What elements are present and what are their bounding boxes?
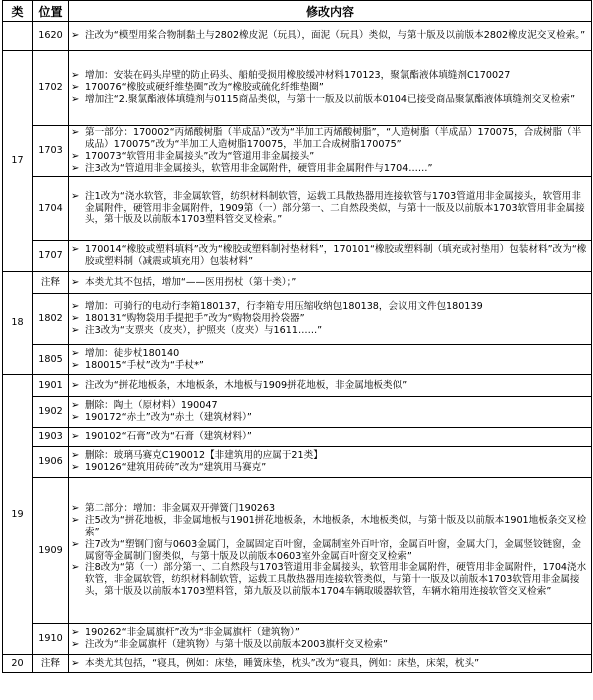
arrow-bullet-icon: ➢ [71,515,80,527]
table-row [3,272,592,294]
table-row [3,375,592,397]
content-line [71,70,588,82]
arrow-bullet-icon: ➢ [71,462,80,473]
content-text: 注3改为“管道用非金属接头，软管用非金属附件，硬管用非金属附件与1704……” [85,162,433,174]
position-cell: 1902 [33,397,69,428]
position-cell: 1702 [33,51,69,126]
content-line [71,639,588,651]
arrow-bullet-icon: ➢ [71,359,80,371]
arrow-bullet-icon: ➢ [71,162,80,174]
content-cell [69,294,592,345]
content-text: 注改为“拼花地板条，木地板条，木地板与1909拼花地板，非金属地板类似” [85,379,408,391]
position-cell: 注释 [33,655,69,673]
content-text: 增加：可骑行的电动行李箱180137，行李箱专用压缩收纳包180138，会议用文件包180139 [85,301,483,313]
content-line [71,301,588,313]
content-line [71,191,588,226]
arrow-bullet-icon: ➢ [71,244,80,256]
content-line [71,325,588,337]
content-cell [69,624,592,655]
content-cell [69,241,592,272]
position-cell: 1620 [33,22,69,51]
content-text: 190172“赤土”改为“赤土（建筑材料）” [85,412,252,423]
position-cell: 1903 [33,428,69,447]
arrow-bullet-icon: ➢ [71,313,80,325]
content-cell [69,655,592,673]
content-text: 第一部分：170002“丙烯酸树脂（半成品）”改为“半加工丙烯酸树脂”，“人造树脂（半成品）170075，合成树脂（半成品）170075”改为“半加工人造树脂170075，半加工合成树脂170075” [85,127,582,151]
content-text: 增加：徒步杖180140 [85,347,180,359]
arrow-bullet-icon: ➢ [71,93,80,105]
table-body [3,22,592,673]
content-line [71,151,588,163]
header-position: 位置 [33,1,69,22]
position-cell: 1703 [33,126,69,177]
arrow-bullet-icon: ➢ [71,301,80,313]
revision-table [2,0,592,673]
content-text: 170014“橡胶或塑料填料”改为“橡胶或塑料制衬垫材料”，170101“橡胶或塑料制（填充或衬垫用）包装材料”改为“橡胶或塑料制（减震或填充用）包装材料” [85,244,587,267]
position-cell: 1901 [33,375,69,397]
content-cell [69,428,592,447]
arrow-bullet-icon: ➢ [71,562,80,574]
content-cell [69,126,592,177]
content-cell [69,22,592,51]
content-line [71,30,588,42]
table-row [3,294,592,345]
content-text: 注改为“非金属旗杆（建筑物）与第十版及以前版本2003旗杆交叉检索” [85,639,388,650]
category-cell: 20 [3,655,33,673]
content-line [71,503,588,515]
content-text: 注7改为“塑钢门窗与0603金属门，金属固定百叶窗，金属制室外百叶帘，金属百叶窗，金属大门，金属竖铰链窗，金属窗等金属制门窗类似，与第十版及以前版本0603室外金属百叶窗交叉检索” [85,538,581,562]
content-text: 增加注“2.聚氯酯液体填缝剂与0115商品类似，与第十一版及以前版本0104已接受商品聚氯酯液体填缝剂交叉检索” [85,93,576,105]
table-row [3,397,592,428]
content-cell [69,345,592,375]
position-cell: 1906 [33,447,69,478]
arrow-bullet-icon: ➢ [71,657,80,669]
content-line [71,244,588,268]
content-cell [69,51,592,126]
arrow-bullet-icon: ➢ [71,151,80,162]
content-line [71,515,588,539]
content-text: 注改为“模型用桨合物制黏土与2802橡皮泥（玩具），面泥（玩具）类似，与第十版及以前版本2802橡皮泥交叉检索。” [85,30,586,42]
content-text: 注1改为“浇水软管，非金属软管，纺织材料制软管，运载工具散热器用连接软管与1703管道用非金属接头，软管用非金属附件，硬管用非金属附件，1909第（一）部分第一、二自然段类似，与第十一版及以前版本1703软管用非金属接头，第十版及以前版本1703塑料管交叉检索。” [85,190,585,226]
content-text: 190262“非金属旗杆”改为“非金属旗杆（建筑物）” [85,627,300,639]
content-line [71,627,588,639]
table-row [3,126,592,177]
content-text: 180015“手杖”改为“手杖*” [85,359,204,371]
content-cell [69,272,592,294]
content-line [71,400,588,412]
table-row [3,177,592,241]
content-line [71,431,588,443]
content-line [71,313,588,325]
content-line [71,277,588,289]
category-cell: 18 [3,272,33,375]
arrow-bullet-icon: ➢ [71,431,80,443]
content-line [71,360,588,372]
content-line [71,462,588,474]
table-row [3,447,592,478]
position-cell: 1707 [33,241,69,272]
content-cell [69,447,592,478]
position-cell: 注释 [33,272,69,294]
position-cell: 1802 [33,294,69,345]
arrow-bullet-icon: ➢ [71,347,80,359]
header-category: 类 [3,1,33,22]
content-text: 190102“石膏”改为“石膏（建筑材料）” [85,431,252,443]
arrow-bullet-icon: ➢ [71,400,80,412]
content-text: 190126“建筑用砖砖”改为“建筑用马赛克” [85,462,267,473]
content-text: 删除：陶土（原材料）190047 [85,400,218,412]
arrow-bullet-icon: ➢ [71,450,80,462]
content-cell [69,478,592,624]
table-row [3,624,592,655]
content-cell [69,375,592,397]
content-text: 删除：玻璃马赛克C190012【非建筑用的应属于21类】 [85,450,323,462]
header-content: 修改内容 [69,1,592,22]
content-cell [69,397,592,428]
arrow-bullet-icon: ➢ [71,412,80,423]
content-text: 注5改为“拼花地板，非金属地板与1901拼花地板条，木地板条，木地板类似，与第十版及以前版本1901地板条交叉检索” [85,515,587,538]
content-text: 增加：安装在码头岸壁的防止码头、船舶受损用橡胶缓冲材料170123，聚氯酯液体填缝剂C170027 [85,70,511,82]
arrow-bullet-icon: ➢ [71,82,80,94]
content-line [71,163,588,175]
category-cell: 17 [3,51,33,272]
content-line [71,82,588,94]
position-cell: 1909 [33,478,69,624]
content-text: 170076“橡胶或硬纤维垫圈”改为“橡胶或硫化纤维垫圈” [85,82,324,94]
table-row [3,241,592,272]
category-cell [3,22,33,51]
arrow-bullet-icon: ➢ [71,503,80,515]
content-line [71,412,588,424]
table-row [3,655,592,673]
content-cell [69,177,592,241]
content-line [71,450,588,462]
table-row [3,428,592,447]
arrow-bullet-icon: ➢ [71,538,80,550]
header-row [3,1,592,22]
content-line [71,380,588,392]
content-text: 180131“购物袋用手提把手”改为“购物袋用拎袋器” [85,313,305,325]
arrow-bullet-icon: ➢ [71,190,80,202]
position-cell: 1704 [33,177,69,241]
content-text: 第二部分：增加：非金属双开弹簧门190263 [85,503,276,515]
content-text: 本类尤其不包括，增加“——医用拐杖（第十类）；” [85,276,297,288]
content-line [71,562,588,597]
arrow-bullet-icon: ➢ [71,627,80,639]
arrow-bullet-icon: ➢ [71,276,80,288]
table-row [3,22,592,51]
arrow-bullet-icon: ➢ [71,30,80,42]
position-cell: 1910 [33,624,69,655]
table-row [3,478,592,624]
arrow-bullet-icon: ➢ [71,639,80,650]
content-line [71,94,588,106]
table-row [3,51,592,126]
content-text: 注3改为“支票夹（皮夹），护照夹（皮夹）与1611……” [85,324,323,336]
content-line [71,127,588,151]
position-cell: 1805 [33,345,69,375]
content-text: 本类尤其包括，“寝具，例如：床垫，睡簧床垫，枕头”改为“寝具，例如：床垫，床架，枕头” [85,657,480,669]
content-line [71,348,588,360]
table-row [3,345,592,375]
arrow-bullet-icon: ➢ [71,379,80,391]
content-text: 170073“软管用非金属接头”改为“管道用非金属接头” [85,151,315,162]
content-line [71,658,588,670]
arrow-bullet-icon: ➢ [71,127,80,139]
arrow-bullet-icon: ➢ [71,70,80,82]
arrow-bullet-icon: ➢ [71,324,80,336]
content-text: 注8改为“第（一）部分第一、二自然段与1703管道用非金属接头，软管用非金属附件，硬管用非金属附件，1704浇水软管，非金属软管，纺织材料制软管，运载工具散热器用连接软管类似，与第十一版及以前版本1703软管用非金属接头，第十版及以前版本1703塑料管，第九版及以前版本1704车辆取暖器软管，车辆水箱用连接软管交叉检索” [85,562,587,597]
category-cell: 19 [3,375,33,655]
content-line [71,539,588,563]
